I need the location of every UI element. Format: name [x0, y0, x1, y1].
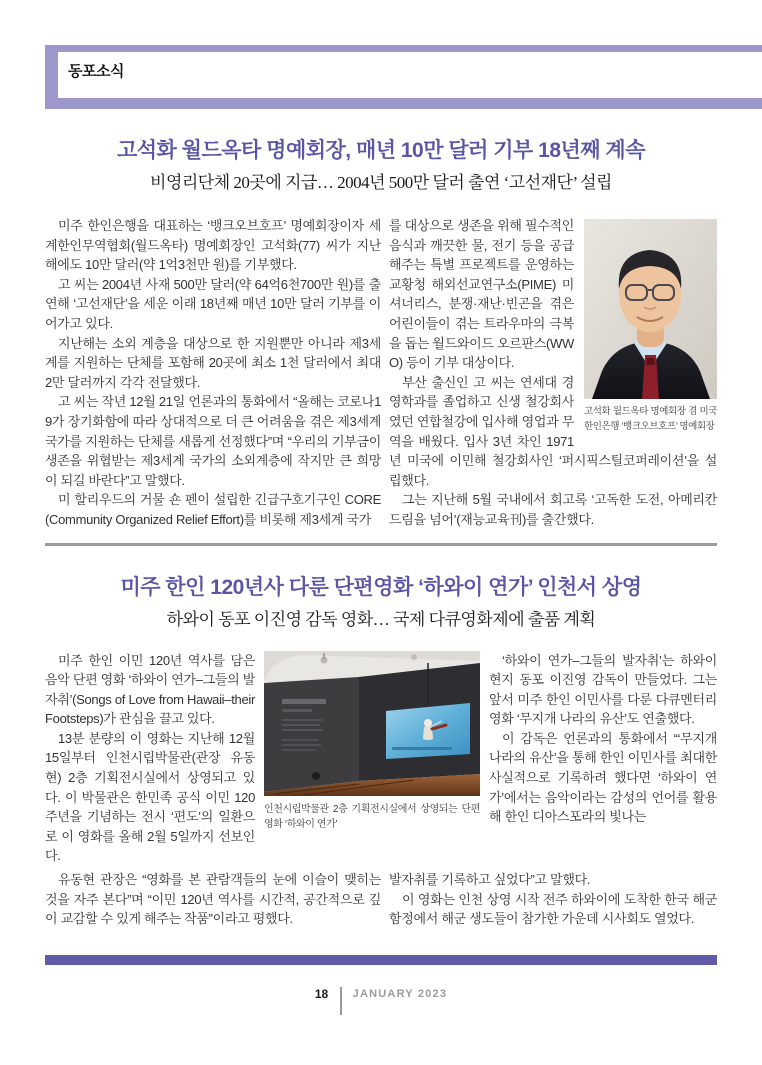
section-label: 동포소식	[68, 63, 124, 80]
paragraph: 발자취를 기록하고 싶었다”고 말했다.	[389, 872, 591, 888]
paragraph: 지난해는 소외 계층을 대상으로 한 지원뿐만 아니라 제3세계를 지원하는 단체를 포함해 20곳에 최소 1천 달러에서 최대 2만 달러까지 각각 전달했다.	[45, 335, 381, 390]
page-number: 18	[314, 986, 329, 1001]
exhibition-photo-image	[264, 651, 480, 796]
paragraph: 미 할리우드의 거물 숀 펜이 설립한 긴급구호기구인 CORE (Community Organized Relief Effort)를 비롯해 제3세계 국가	[45, 492, 381, 527]
portrait-photo-caption: 고석화 월드옥타 명예회장 겸 미국 한인은행 ‘뱅크오브호프’ 명예회장	[584, 406, 717, 432]
paragraph: 그는 지난해 5월 국내에서 회고록 ‘고독한 도전, 아메리칸드림을 넘어’(재능교육刊)를 출간했다.	[389, 492, 717, 527]
article2-headline: 미주 한인 120년사 다룬 단편영화 ‘하와이 연가’ 인천서 상영	[120, 575, 642, 599]
paragraph: ‘하와이 연가–그들의 발자취’는 하와이 현지 동포 이진영 감독이 만들었다. 그는 앞서 미주 한인 이민사를 다룬 다큐멘터리 영화 ‘무지개 나라의 유산’도 연출했다.	[489, 652, 717, 727]
paragraph: 유동현 관장은 “영화를 본 관람객들의 눈에 이슬이 맺히는 것을 자주 본다”며 “이민 120년 역사를 시간적, 공간적으로 깊이 교감할 수 있게 해주는 작품”이라고 평했다.	[45, 872, 381, 927]
page-footer	[0, 987, 762, 1015]
paragraph: 13분 분량의 이 영화는 지난해 12월 15일부터 인천시립박물관(관장 유동현) 2층 기획전시실에서 상영되고 있다. 이 박물관은 한민족 공식 이민 120주년을 기념하는 전시 ‘편도’의 일환으로 이 영화를 올해 2월 5일까지 선보인다.	[45, 730, 255, 864]
article2-body-bottom	[45, 870, 717, 929]
article-divider	[45, 543, 717, 546]
portrait-photo	[584, 219, 717, 434]
exhibition-photo	[264, 651, 480, 867]
article-film	[45, 574, 717, 929]
article1-body	[45, 216, 717, 530]
paragraph: 고 씨는 작년 12월 21일 언론과의 통화에서 “올해는 코로나19가 장기화함에 따라 상대적으로 더 큰 어려움을 겪은 제3세계 국가를 지원하는 단체를 새롭게 선정했다”며 “우리의 기부금이 생존을 위협받는 제3세계 국가의 소외계층에 작지만 큰 희망이 되길 바란다”고 말했다.	[45, 394, 381, 488]
article1-headline: 고석화 월드옥타 명예회장, 매년 10만 달러 기부 18년째 계속	[116, 139, 646, 162]
article1-subhead: 비영리단체 20곳에 지급… 2004년 500만 달러 출연 ‘고선재단’ 설립	[150, 173, 612, 192]
page-content	[45, 137, 717, 929]
article2-bottom-right	[389, 870, 717, 929]
article2-right-column	[489, 651, 717, 867]
exhibition-photo-caption: 인천시립박물관 2층 기획전시실에서 상영되는 단편영화 ‘하와이 연가’	[264, 803, 480, 830]
article2-bottom-left	[45, 870, 381, 929]
bottom-accent-bar	[45, 955, 717, 965]
section-banner	[45, 45, 762, 109]
article2-subhead: 하와이 동포 이진영 감독 영화… 국제 다큐영화제에 출품 계획	[166, 609, 596, 629]
paragraph: 미주 한인 이민 120년 역사를 담은 음악 단편 영화 ‘하와이 연가–그들의 발자취’(Songs of Love from Hawaii–their Footsteps)가 관심을 끌고 있다.	[45, 652, 255, 727]
paragraph: 고 씨는 2004년 사재 500만 달러(약 64억6천700만 원)를 출연해 ‘고선재단’을 세운 이래 18년째 매년 10만 달러 기부를 이어가고 있다.	[45, 276, 381, 331]
paragraph: 이 감독은 언론과의 통화에서 “‘무지개 나라의 유산’을 통해 한인 이민사를 최대한 사실적으로 기록하려 했다면 ‘하와이 연가’에서는 음악이라는 감성의 언어를 활용해 한인 디아스포라의 빛나는	[489, 730, 717, 825]
portrait-photo-image	[584, 219, 717, 399]
paragraph: 를 대상으로 생존을 위해 필수적인 음식과 깨끗한 물, 전기 등을 공급해주는 특별 프로젝트를 운영하는 교황청 해외선교연구소(PIME) 미셔너리스, 분쟁·재난·빈곤을 겪은 어린이들이 겪는 트라우마의 극복을 돕는 월드와이드 오르판스(WWO) 등이 기부 대상이다.	[389, 218, 575, 371]
paragraph: 이 영화는 인천 상영 시작 전주 하와이에 도착한 한국 해군 함정에서 해군 생도들이 참가한 가운데 시사회도 열었다.	[389, 891, 717, 927]
article1-right-column	[389, 216, 717, 530]
paragraph: 미주 한인은행을 대표하는 ‘뱅크오브호프’ 명예회장이자 세계한인무역협회(월드옥타) 명예회장인 고석화(77) 씨가 지난해에도 10만 달러(약 1억3천만 원)를 기부했다.	[45, 218, 381, 273]
article1-left-column	[45, 216, 381, 530]
issue-date: JANUARY 2023	[352, 987, 448, 1000]
article2-body-top	[45, 651, 717, 867]
article-donation	[45, 137, 717, 530]
footer-divider-line	[340, 987, 342, 1015]
paragraph: 부산 출신인 고 씨는 연세대 경영학과를 졸업하고 신생 철강회사였던 연합철강에 입사해 영업과 무역을 배웠다. 입사 3년 차인 1971년 미국에 이민해 철강회사인 ‘퍼시픽스틸코퍼레이션’을 설립했다.	[389, 374, 717, 488]
article2-left-column	[45, 651, 255, 867]
